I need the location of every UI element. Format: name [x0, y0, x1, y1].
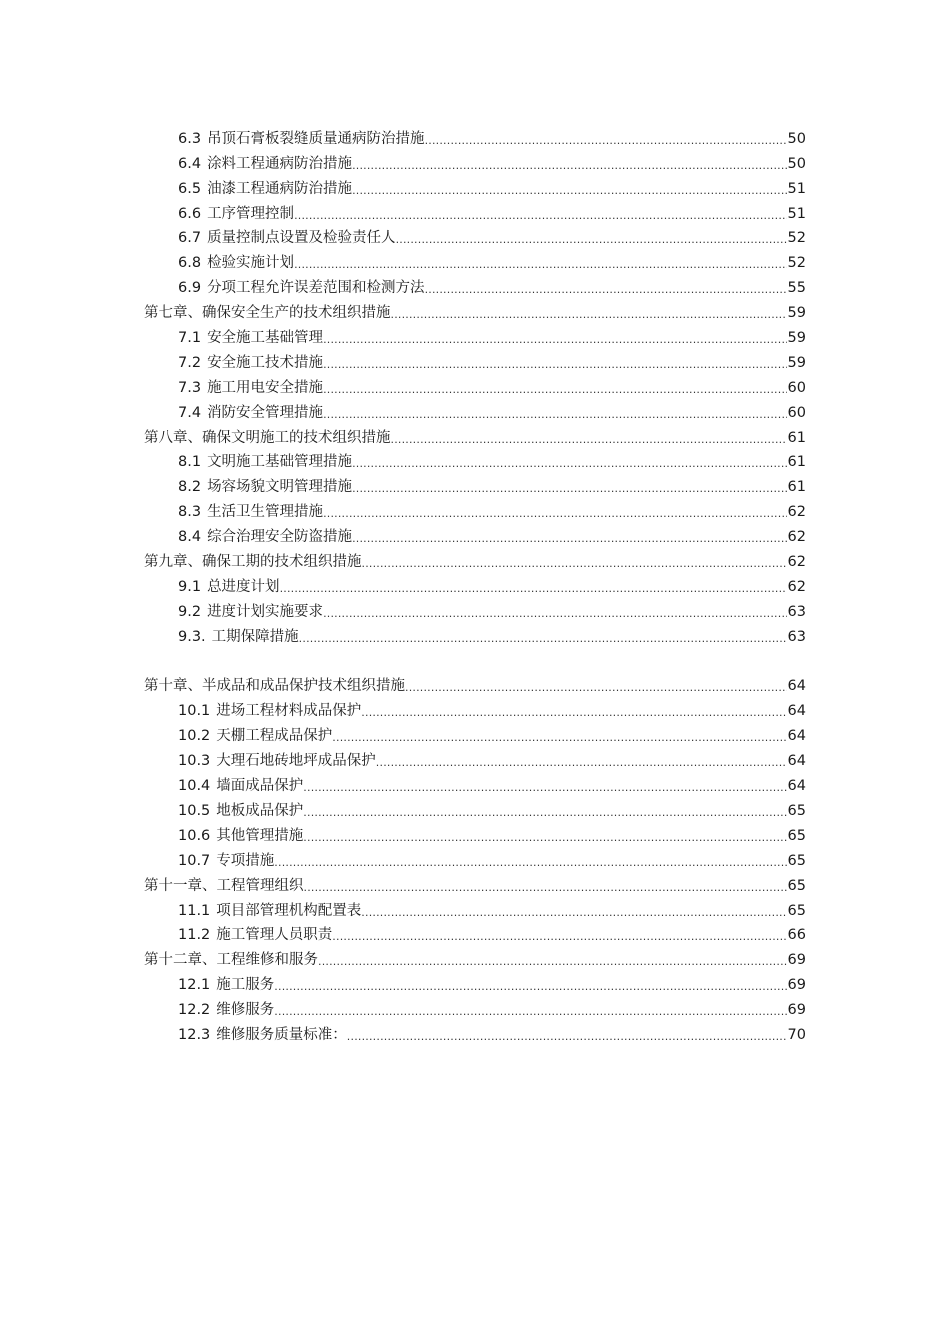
toc-page-number: 64 [787, 728, 806, 745]
toc-entry-text [144, 776, 303, 796]
toc-dot-leader [303, 826, 786, 846]
toc-entry-text [144, 378, 323, 398]
toc-page-number: 62 [787, 529, 806, 546]
toc-page-number: 52 [787, 255, 806, 272]
toc-section-entry[interactable] [144, 821, 806, 846]
toc-entry-text [144, 253, 294, 273]
toc-dot-leader [303, 776, 786, 796]
toc-page-number: 51 [787, 205, 806, 222]
toc-entry-title: 维修服务质量标准： [216, 1026, 347, 1043]
toc-entry-text [144, 627, 299, 647]
toc-section-entry[interactable] [144, 1020, 806, 1045]
toc-entry-number: 6.9 [178, 280, 202, 297]
toc-entry-text [144, 701, 361, 721]
toc-entry-title: 检验实施计划 [207, 255, 295, 272]
toc-chapter-entry[interactable] [144, 547, 806, 572]
toc-page-number: 64 [787, 678, 806, 695]
toc-entry-text [144, 477, 352, 497]
toc-section-entry[interactable] [144, 921, 806, 946]
toc-entry-text [144, 602, 323, 622]
toc-dot-leader [332, 925, 786, 945]
toc-entry-title: 场容场貌文明管理措施 [207, 479, 353, 496]
toc-entry-text [144, 925, 332, 945]
toc-entry-number: 10.1 [178, 703, 211, 720]
toc-entry-number: 6.3 [178, 130, 202, 147]
toc-entry-number: 12.3 [178, 1026, 211, 1043]
toc-entry-text [144, 950, 318, 970]
toc-entry-title: 墙面成品保护 [216, 778, 304, 795]
toc-section-entry[interactable] [144, 373, 806, 398]
toc-section-entry[interactable] [144, 124, 806, 149]
toc-dot-leader [405, 676, 787, 696]
toc-chapter-entry[interactable] [144, 945, 806, 970]
toc-entry-number: 7.2 [178, 354, 202, 371]
toc-entry-text [144, 901, 361, 921]
toc-page-number: 69 [787, 952, 806, 969]
toc-page-number: 59 [787, 354, 806, 371]
toc-dot-leader [347, 1025, 787, 1045]
toc-entry-number: 7.3 [178, 379, 202, 396]
toc-page-number: 60 [787, 404, 806, 421]
toc-section-entry[interactable] [144, 995, 806, 1020]
table-of-contents [144, 124, 806, 1045]
toc-page-number: 65 [787, 852, 806, 869]
toc-entry-title: 工序管理控制 [207, 205, 295, 222]
toc-entry-title: 消防安全管理措施 [207, 404, 324, 421]
toc-dot-leader [396, 228, 787, 248]
toc-entry-title: 大理石地砖地坪成品保护 [216, 753, 376, 770]
toc-entry-text [144, 676, 405, 696]
toc-entry-title: 进度计划实施要求 [207, 603, 324, 620]
toc-entry-text [144, 1025, 347, 1045]
toc-entry-number: 10.4 [178, 778, 211, 795]
toc-dot-leader [391, 303, 787, 323]
toc-page-number: 69 [787, 977, 806, 994]
toc-entry-number: 7.1 [178, 330, 202, 347]
toc-entry-title: 综合治理安全防盗措施 [207, 529, 353, 546]
toc-entry-title: 总进度计划 [207, 578, 280, 595]
toc-page-number: 65 [787, 802, 806, 819]
toc-section-entry[interactable] [144, 721, 806, 746]
toc-dot-leader [274, 975, 786, 995]
toc-page-number: 59 [787, 305, 806, 322]
toc-entry-title: 吊顶石膏板裂缝质量通病防治措施 [207, 130, 425, 147]
toc-dot-leader [352, 179, 786, 199]
toc-section-entry[interactable] [144, 174, 806, 199]
toc-chapter-entry[interactable] [144, 423, 806, 448]
toc-dot-leader [352, 527, 786, 547]
toc-entry-title: 生活卫生管理措施 [207, 504, 324, 521]
toc-dot-leader [323, 378, 786, 398]
toc-section-entry[interactable] [144, 796, 806, 821]
toc-page-number: 65 [787, 902, 806, 919]
toc-section-entry[interactable] [144, 248, 806, 273]
toc-entry-text [144, 179, 352, 199]
toc-dot-leader [323, 602, 786, 622]
toc-entry-text [144, 452, 352, 472]
toc-section-entry[interactable] [144, 970, 806, 995]
toc-section-entry[interactable] [144, 398, 806, 423]
toc-page-number: 61 [787, 479, 806, 496]
toc-section-entry[interactable] [144, 771, 806, 796]
toc-dot-leader [361, 901, 786, 921]
toc-dot-leader [274, 1000, 786, 1020]
toc-entry-title: 文明施工基础管理措施 [207, 454, 353, 471]
toc-entry-text [144, 154, 352, 174]
toc-section-entry[interactable] [144, 896, 806, 921]
toc-entry-text [144, 527, 352, 547]
toc-section-entry[interactable] [144, 572, 806, 597]
toc-page-number: 70 [787, 1026, 806, 1043]
toc-dot-leader [304, 876, 787, 896]
toc-page-number: 59 [787, 330, 806, 347]
toc-entry-number: 9.1 [178, 578, 202, 595]
toc-entry-text [144, 328, 323, 348]
toc-page-number: 62 [787, 554, 806, 571]
toc-page-number: 61 [787, 429, 806, 446]
toc-page-number: 50 [787, 155, 806, 172]
toc-entry-title: 专项措施 [216, 852, 275, 869]
toc-entry-title: 地板成品保护 [216, 802, 304, 819]
toc-entry-text [144, 228, 396, 248]
toc-entry-number: 10.5 [178, 802, 211, 819]
toc-dot-leader [274, 851, 786, 871]
toc-dot-leader [361, 701, 786, 721]
toc-entry-title: 第十一章、工程管理组织 [144, 877, 304, 894]
toc-page-number: 69 [787, 1002, 806, 1019]
toc-page-number: 51 [787, 180, 806, 197]
toc-entry-title: 质量控制点设置及检验责任人 [207, 230, 396, 247]
toc-page-number: 65 [787, 827, 806, 844]
toc-dot-leader [299, 627, 787, 647]
toc-entry-text [144, 751, 376, 771]
toc-page-number: 64 [787, 778, 806, 795]
toc-page-number: 61 [787, 454, 806, 471]
toc-section-entry[interactable] [144, 149, 806, 174]
toc-entry-text [144, 726, 332, 746]
toc-page-number: 62 [787, 578, 806, 595]
toc-section-entry[interactable] [144, 522, 806, 547]
toc-entry-number: 9.2 [178, 603, 202, 620]
toc-entry-number: 6.6 [178, 205, 202, 222]
toc-dot-leader [352, 452, 786, 472]
toc-entry-title: 施工管理人员职责 [216, 927, 333, 944]
toc-dot-leader [294, 204, 786, 224]
toc-chapter-entry[interactable] [144, 298, 806, 323]
toc-entry-text [144, 801, 303, 821]
toc-entry-number: 6.4 [178, 155, 202, 172]
toc-entry-title: 安全施工基础管理 [207, 330, 324, 347]
toc-dot-leader [323, 353, 786, 373]
toc-entry-text [144, 851, 274, 871]
toc-page-number: 65 [787, 877, 806, 894]
toc-entry-number: 6.7 [178, 230, 202, 247]
toc-entry-number: 10.2 [178, 728, 211, 745]
toc-entry-number: 9.3. [178, 628, 206, 645]
toc-page-number: 63 [787, 603, 806, 620]
toc-entry-title: 分项工程允许误差范围和检测方法 [207, 280, 425, 297]
toc-dot-leader [391, 428, 787, 448]
toc-section-entry[interactable] [144, 448, 806, 473]
toc-chapter-entry[interactable] [144, 871, 806, 896]
toc-entry-text [144, 204, 294, 224]
toc-dot-leader [323, 502, 786, 522]
toc-dot-leader [352, 154, 786, 174]
toc-dot-leader [294, 253, 786, 273]
toc-section-entry[interactable] [144, 224, 806, 249]
toc-section-entry[interactable] [144, 746, 806, 771]
toc-dot-leader [280, 577, 787, 597]
toc-section-entry[interactable] [144, 597, 806, 622]
toc-section-entry[interactable] [144, 622, 806, 647]
toc-entry-title: 第八章、确保文明施工的技术组织措施 [144, 429, 391, 446]
toc-page-number: 66 [787, 927, 806, 944]
toc-chapter-entry[interactable] [144, 672, 806, 697]
toc-dot-leader [318, 950, 787, 970]
toc-entry-text [144, 552, 362, 572]
toc-entry-number: 10.7 [178, 852, 211, 869]
toc-entry-number: 6.5 [178, 180, 202, 197]
toc-section-entry[interactable] [144, 348, 806, 373]
toc-entry-text [144, 826, 303, 846]
toc-section-entry[interactable] [144, 497, 806, 522]
toc-entry-title: 第十章、半成品和成品保护技术组织措施 [144, 678, 405, 695]
toc-dot-leader [352, 477, 786, 497]
toc-entry-title: 施工用电安全措施 [207, 379, 324, 396]
toc-entry-text [144, 129, 425, 149]
toc-entry-text [144, 975, 274, 995]
toc-section-entry[interactable] [144, 472, 806, 497]
toc-page-number: 64 [787, 753, 806, 770]
toc-page-number: 63 [787, 628, 806, 645]
toc-entry-number: 11.1 [178, 902, 211, 919]
toc-entry-number: 11.2 [178, 927, 211, 944]
toc-entry-text [144, 876, 304, 896]
toc-entry-text [144, 278, 425, 298]
toc-entry-title: 第七章、确保安全生产的技术组织措施 [144, 305, 391, 322]
toc-entry-title: 第九章、确保工期的技术组织措施 [144, 554, 362, 571]
toc-entry-number: 6.8 [178, 255, 202, 272]
toc-entry-number: 8.2 [178, 479, 202, 496]
toc-entry-title: 维修服务 [216, 1002, 275, 1019]
toc-entry-title: 安全施工技术措施 [207, 354, 324, 371]
toc-entry-title: 项目部管理机构配置表 [216, 902, 362, 919]
toc-entry-title: 其他管理措施 [216, 827, 304, 844]
toc-entry-number: 8.3 [178, 504, 202, 521]
toc-dot-leader [425, 129, 787, 149]
toc-entry-title: 施工服务 [216, 977, 275, 994]
toc-page-number: 50 [787, 130, 806, 147]
toc-dot-leader [376, 751, 787, 771]
toc-page-number: 55 [787, 280, 806, 297]
toc-dot-leader [303, 801, 786, 821]
toc-section-entry[interactable] [144, 846, 806, 871]
toc-entry-number: 8.4 [178, 529, 202, 546]
toc-entry-text [144, 403, 323, 423]
toc-entry-text [144, 577, 280, 597]
toc-entry-title: 涂料工程通病防治措施 [207, 155, 353, 172]
toc-page-number: 64 [787, 703, 806, 720]
toc-section-entry[interactable] [144, 273, 806, 298]
toc-entry-text [144, 428, 391, 448]
toc-dot-leader [323, 328, 786, 348]
toc-entry-text [144, 353, 323, 373]
toc-entry-title: 天棚工程成品保护 [216, 728, 333, 745]
toc-entry-title: 进场工程材料成品保护 [216, 703, 362, 720]
toc-entry-text [144, 1000, 274, 1020]
toc-page-number: 60 [787, 379, 806, 396]
toc-dot-leader [332, 726, 786, 746]
toc-entry-number: 10.3 [178, 753, 211, 770]
toc-entry-text [144, 502, 323, 522]
toc-entry-number: 12.2 [178, 1002, 211, 1019]
toc-entry-number: 12.1 [178, 977, 211, 994]
toc-dot-leader [323, 403, 786, 423]
toc-page-number: 52 [787, 230, 806, 247]
toc-section-entry[interactable] [144, 199, 806, 224]
toc-entry-number: 10.6 [178, 827, 211, 844]
toc-entry-title: 第十二章、工程维修和服务 [144, 952, 318, 969]
toc-entry-number: 8.1 [178, 454, 202, 471]
toc-section-entry[interactable] [144, 323, 806, 348]
toc-entry-number: 7.4 [178, 404, 202, 421]
toc-section-entry[interactable] [144, 696, 806, 721]
toc-entry-title: 油漆工程通病防治措施 [207, 180, 353, 197]
toc-entry-text [144, 303, 391, 323]
toc-page-number: 62 [787, 504, 806, 521]
toc-dot-leader [362, 552, 787, 572]
toc-dot-leader [425, 278, 787, 298]
toc-entry-title: 工期保障措施 [211, 628, 299, 645]
